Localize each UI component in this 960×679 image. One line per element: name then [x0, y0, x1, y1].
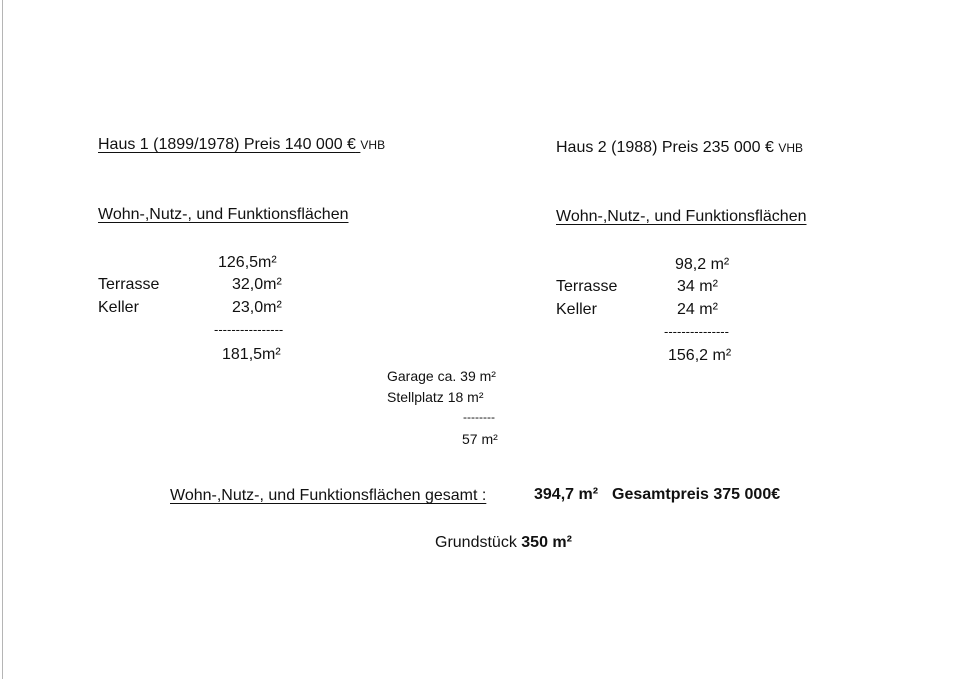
haus2-divider: --------------- [664, 324, 729, 339]
garage-divider: -------- [463, 410, 495, 424]
haus1-total-area: 181,5m² [222, 346, 281, 363]
haus2-terrace-label: Terrasse [556, 278, 618, 295]
haus1-living-area: 126,5m² [218, 254, 277, 271]
haus2-title: Haus 2 (1988) Preis 235 000 € [556, 139, 774, 156]
summary-total-price: Gesamtpreis 375 000€ [612, 486, 781, 503]
haus1-divider: ---------------- [214, 322, 284, 337]
parking-line: Stellplatz 18 m² [387, 389, 484, 405]
haus1-terrace-label: Terrasse [98, 276, 160, 293]
haus2-areas-heading: Wohn-,Nutz-, und Funktionsflächen [556, 208, 807, 225]
scan-edge-line [2, 0, 3, 679]
haus2-title-block [556, 139, 803, 157]
haus2-terrace-area: 34 m² [677, 278, 718, 295]
plot-value: 350 m² [521, 534, 572, 551]
haus2-title-suffix: VHB [778, 141, 804, 155]
haus1-title-block [98, 136, 385, 154]
haus1-cellar-area: 23,0m² [232, 299, 282, 316]
summary-label: Wohn-,Nutz-, und Funktionsflächen gesamt : [170, 487, 487, 504]
haus1-cellar-label: Keller [98, 299, 139, 316]
haus2-living-area: 98,2 m² [675, 256, 730, 273]
haus2-total-area: 156,2 m² [668, 347, 732, 364]
haus1-title-suffix: VHB [360, 138, 386, 152]
haus2-cellar-label: Keller [556, 301, 597, 318]
plot-block [435, 534, 572, 552]
haus2-cellar-area: 24 m² [677, 301, 718, 318]
garage-total: 57 m² [462, 431, 498, 447]
plot-label: Grundstück [435, 534, 517, 551]
haus1-areas-heading: Wohn-,Nutz-, und Funktionsflächen [98, 206, 349, 223]
garage-line: Garage ca. 39 m² [387, 368, 496, 384]
summary-total-area: 394,7 m² [534, 486, 599, 503]
haus1-terrace-area: 32,0m² [232, 276, 282, 293]
haus1-title: Haus 1 (1899/1978) Preis 140 000 € [98, 136, 356, 153]
